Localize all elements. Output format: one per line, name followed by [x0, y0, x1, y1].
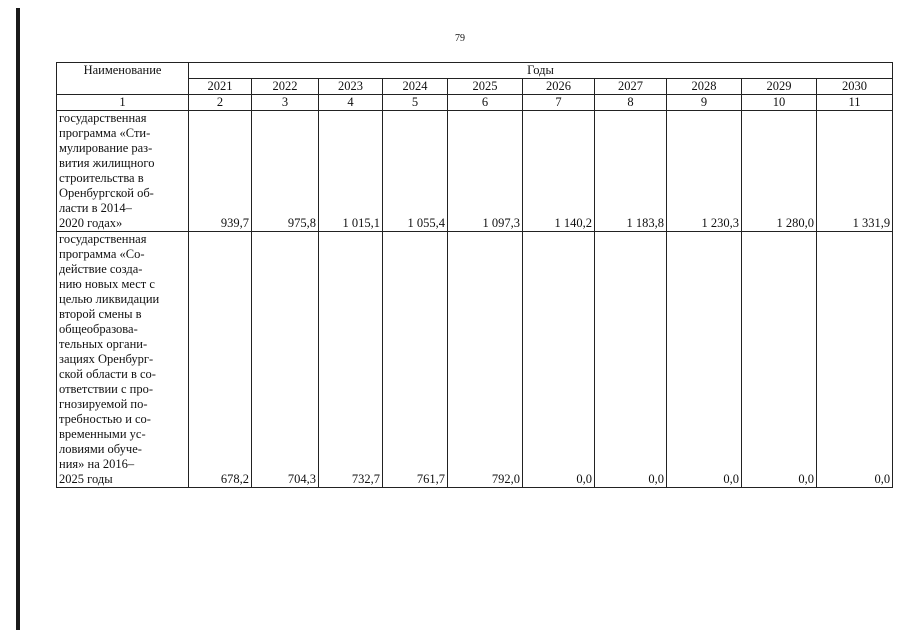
- row-value: 792,0: [448, 232, 523, 488]
- binding-mark: [16, 8, 20, 630]
- column-number: 1: [57, 95, 189, 111]
- header-year: 2029: [742, 79, 817, 95]
- column-number: 6: [448, 95, 523, 111]
- header-year: 2026: [523, 79, 595, 95]
- row-value: 678,2: [189, 232, 252, 488]
- column-number: 10: [742, 95, 817, 111]
- row-value: 0,0: [667, 232, 742, 488]
- row-name: государственная программа «Со- действие созда- нию новых мест с целью ликвидации второй смены в общеобразова- тельных органи- зациях Оренбург- ской области в со- ответствии с про- гнозируемой по- требностью и со- временными ус- ловиями обуче- ния» на 2016– 2025 годы: [57, 232, 189, 488]
- table-row: [57, 232, 893, 488]
- column-number: 9: [667, 95, 742, 111]
- header-year: 2030: [817, 79, 893, 95]
- header-year: 2021: [189, 79, 252, 95]
- row-value: 0,0: [595, 232, 667, 488]
- row-value: 732,7: [319, 232, 383, 488]
- page-number: 79: [455, 33, 465, 44]
- row-value: 0,0: [523, 232, 595, 488]
- data-table: [56, 62, 893, 488]
- row-value: 1 183,8: [595, 111, 667, 232]
- row-value: 1 230,3: [667, 111, 742, 232]
- row-value: 704,3: [252, 232, 319, 488]
- header-year: 2025: [448, 79, 523, 95]
- column-number-row: [57, 95, 893, 111]
- row-value: 761,7: [383, 232, 448, 488]
- header-year: 2024: [383, 79, 448, 95]
- column-number: 2: [189, 95, 252, 111]
- row-value: 1 331,9: [817, 111, 893, 232]
- row-value: 939,7: [189, 111, 252, 232]
- row-value: 1 097,3: [448, 111, 523, 232]
- column-number: 8: [595, 95, 667, 111]
- row-value: 1 055,4: [383, 111, 448, 232]
- header-years-group: Годы: [189, 63, 893, 79]
- row-value: 1 140,2: [523, 111, 595, 232]
- header-name: Наименование: [57, 63, 189, 95]
- table-row: [57, 111, 893, 232]
- column-number: 3: [252, 95, 319, 111]
- header-year: 2027: [595, 79, 667, 95]
- row-value: 1 280,0: [742, 111, 817, 232]
- row-value: 1 015,1: [319, 111, 383, 232]
- column-number: 11: [817, 95, 893, 111]
- header-year: 2028: [667, 79, 742, 95]
- row-value: 0,0: [742, 232, 817, 488]
- row-value: 975,8: [252, 111, 319, 232]
- header-year: 2022: [252, 79, 319, 95]
- header-row-top: [57, 63, 893, 79]
- column-number: 7: [523, 95, 595, 111]
- column-number: 4: [319, 95, 383, 111]
- row-name: государственная программа «Сти- мулирование раз- вития жилищного строительства в Оренбургской об- ласти в 2014– 2020 годах»: [57, 111, 189, 232]
- row-value: 0,0: [817, 232, 893, 488]
- column-number: 5: [383, 95, 448, 111]
- header-year: 2023: [319, 79, 383, 95]
